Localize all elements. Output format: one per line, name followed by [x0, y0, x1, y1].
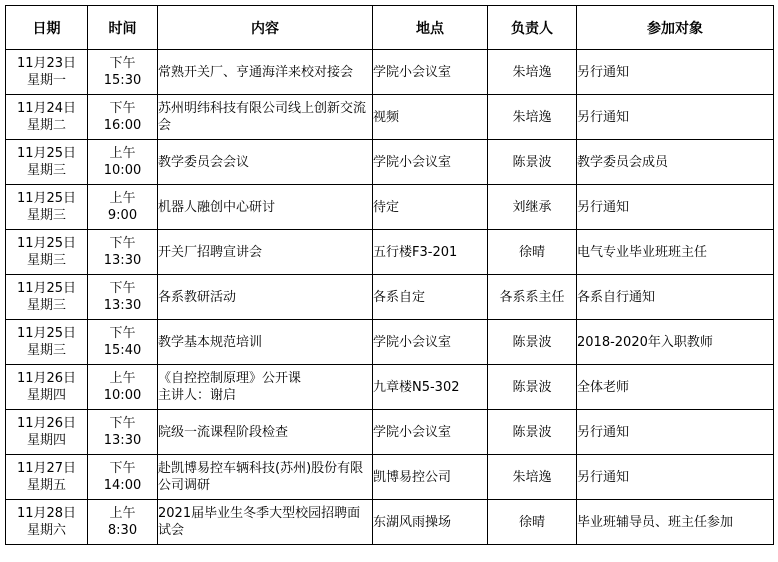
audience-cell: 2018-2020年入职教师 [577, 320, 774, 365]
date-text: 11月23日 [16, 56, 77, 71]
table-row [6, 50, 774, 95]
content-cell [158, 50, 373, 95]
owner-cell: 朱培逸 [488, 95, 577, 140]
header-owner: 负责人 [488, 6, 577, 50]
table-row [6, 95, 774, 140]
audience-cell: 毕业班辅导员、班主任参加 [577, 500, 774, 545]
audience-cell: 另行通知 [577, 95, 774, 140]
location-cell: 凯博易控公司 [373, 455, 488, 500]
owner-cell: 朱培逸 [488, 50, 577, 95]
content-text: 《自控控制原理》公开课 [158, 371, 302, 386]
clock-text: 10:00 [103, 163, 142, 178]
date-cell [6, 320, 88, 365]
clock-text: 15:40 [103, 343, 142, 358]
date-cell [6, 275, 88, 320]
audience-cell: 教学委员会成员 [577, 140, 774, 185]
table-body [6, 50, 774, 545]
owner-cell: 徐晴 [488, 500, 577, 545]
table-header [6, 6, 774, 50]
table-row [6, 230, 774, 275]
audience-cell: 各系自行通知 [577, 275, 774, 320]
audience-cell: 全体老师 [577, 365, 774, 410]
owner-cell: 陈景波 [488, 410, 577, 455]
time-cell [88, 185, 158, 230]
content-cell [158, 410, 373, 455]
schedule-table [5, 5, 774, 545]
content-cell [158, 320, 373, 365]
owner-cell: 陈景波 [488, 365, 577, 410]
owner-cell: 徐晴 [488, 230, 577, 275]
ampm-text: 上午 [109, 146, 136, 161]
date-cell [6, 230, 88, 275]
date-text: 11月26日 [16, 416, 77, 431]
table-row [6, 455, 774, 500]
table-row [6, 140, 774, 185]
date-cell [6, 500, 88, 545]
table-row [6, 365, 774, 410]
date-cell [6, 185, 88, 230]
content-cell [158, 500, 373, 545]
ampm-text: 下午 [109, 326, 136, 341]
audience-cell: 另行通知 [577, 455, 774, 500]
weekday-text: 星期三 [26, 208, 66, 223]
ampm-text: 上午 [109, 506, 136, 521]
location-cell: 学院小会议室 [373, 50, 488, 95]
weekday-text: 星期六 [26, 523, 66, 538]
owner-cell: 各系系主任 [488, 275, 577, 320]
table-row [6, 410, 774, 455]
location-cell: 学院小会议室 [373, 140, 488, 185]
weekday-text: 星期四 [26, 433, 66, 448]
date-text: 11月25日 [16, 146, 77, 161]
time-cell [88, 500, 158, 545]
time-cell [88, 455, 158, 500]
content-text: 苏州明纬科技有限公司线上创新交流会 [158, 101, 367, 133]
ampm-text: 下午 [109, 416, 136, 431]
date-text: 11月24日 [16, 101, 77, 116]
audience-cell: 电气专业毕业班班主任 [577, 230, 774, 275]
weekday-text: 星期四 [26, 388, 66, 403]
header-content: 内容 [158, 6, 373, 50]
date-cell [6, 95, 88, 140]
date-text: 11月26日 [16, 371, 77, 386]
clock-text: 13:30 [103, 298, 142, 313]
time-cell [88, 275, 158, 320]
date-text: 11月28日 [16, 506, 77, 521]
clock-text: 10:00 [103, 388, 142, 403]
content-text: 各系教研活动 [158, 289, 237, 305]
content-cell [158, 275, 373, 320]
ampm-text: 下午 [109, 56, 136, 71]
table-row [6, 500, 774, 545]
weekday-text: 星期三 [26, 298, 66, 313]
clock-text: 16:00 [103, 118, 142, 133]
time-cell [88, 50, 158, 95]
date-cell [6, 455, 88, 500]
weekday-text: 星期五 [26, 478, 66, 493]
content-cell [158, 230, 373, 275]
audience-cell: 另行通知 [577, 410, 774, 455]
date-cell [6, 365, 88, 410]
table-row [6, 185, 774, 230]
header-date: 日期 [6, 6, 88, 50]
date-cell [6, 50, 88, 95]
content-cell [158, 185, 373, 230]
ampm-text: 下午 [109, 236, 136, 251]
location-cell: 学院小会议室 [373, 320, 488, 365]
clock-text: 15:30 [103, 73, 142, 88]
content-text: 常熟开关厂、亨通海洋来校对接会 [158, 64, 354, 80]
clock-text: 13:30 [103, 433, 142, 448]
owner-cell: 朱培逸 [488, 455, 577, 500]
content-text: 院级一流课程阶段检查 [158, 424, 289, 440]
header-audience: 参加对象 [577, 6, 774, 50]
time-cell [88, 320, 158, 365]
date-cell [6, 410, 88, 455]
weekday-text: 星期二 [26, 118, 66, 133]
content-text: 机器人融创中心研讨 [158, 199, 276, 215]
content-cell [158, 455, 373, 500]
time-cell [88, 140, 158, 185]
clock-text: 14:00 [103, 478, 142, 493]
date-text: 11月25日 [16, 281, 77, 296]
weekday-text: 星期三 [26, 343, 66, 358]
content-text: 教学委员会会议 [158, 154, 250, 170]
time-cell [88, 230, 158, 275]
weekday-text: 星期一 [26, 73, 66, 88]
ampm-text: 下午 [109, 461, 136, 476]
time-cell [88, 365, 158, 410]
location-cell: 五行楼F3-201 [373, 230, 488, 275]
content-text: 2021届毕业生冬季大型校园招聘面试会 [158, 506, 361, 538]
content-cell [158, 95, 373, 140]
location-cell: 九章楼N5-302 [373, 365, 488, 410]
owner-cell: 陈景波 [488, 140, 577, 185]
audience-cell: 另行通知 [577, 185, 774, 230]
date-text: 11月27日 [16, 461, 77, 476]
content-text: 赴凯博易控车辆科技(苏州)股份有限公司调研 [158, 461, 364, 493]
owner-cell: 陈景波 [488, 320, 577, 365]
clock-text: 9:00 [107, 208, 138, 223]
content-text: 开关厂招聘宣讲会 [158, 244, 263, 260]
ampm-text: 下午 [109, 281, 136, 296]
date-text: 11月25日 [16, 326, 77, 341]
table-row [6, 275, 774, 320]
weekday-text: 星期三 [26, 253, 66, 268]
content-line-2: 主讲人：谢启 [158, 388, 237, 403]
weekday-text: 星期三 [26, 163, 66, 178]
location-cell: 视频 [373, 95, 488, 140]
content-cell [158, 365, 373, 410]
date-text: 11月25日 [16, 236, 77, 251]
content-text: 教学基本规范培训 [158, 334, 263, 350]
ampm-text: 上午 [109, 191, 136, 206]
ampm-text: 下午 [109, 101, 136, 116]
location-cell: 东湖风雨操场 [373, 500, 488, 545]
time-cell [88, 410, 158, 455]
location-cell: 各系自定 [373, 275, 488, 320]
date-text: 11月25日 [16, 191, 77, 206]
header-location: 地点 [373, 6, 488, 50]
location-cell: 待定 [373, 185, 488, 230]
clock-text: 8:30 [107, 523, 138, 538]
content-cell [158, 140, 373, 185]
header-time: 时间 [88, 6, 158, 50]
table-row [6, 320, 774, 365]
owner-cell: 刘继承 [488, 185, 577, 230]
header-row [6, 6, 774, 50]
clock-text: 13:30 [103, 253, 142, 268]
location-cell: 学院小会议室 [373, 410, 488, 455]
ampm-text: 上午 [109, 371, 136, 386]
audience-cell: 另行通知 [577, 50, 774, 95]
time-cell [88, 95, 158, 140]
date-cell [6, 140, 88, 185]
